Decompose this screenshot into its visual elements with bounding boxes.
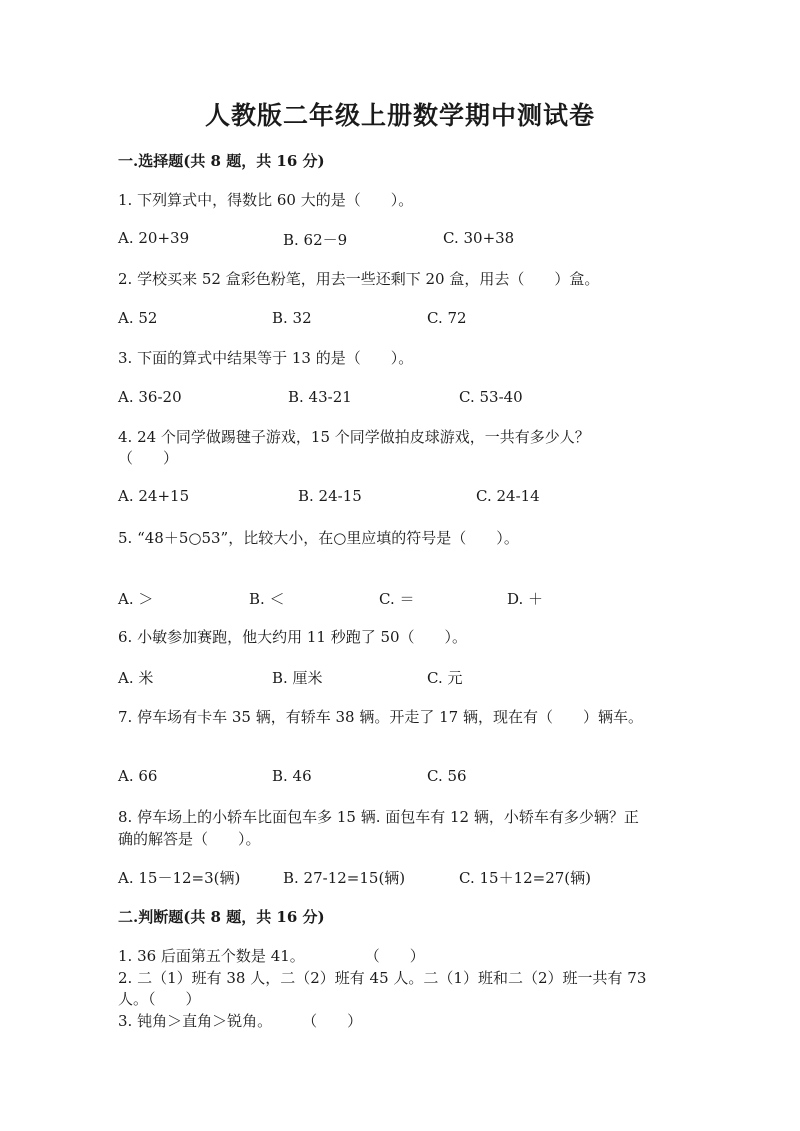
question-2-option-c: C. 72 xyxy=(427,309,467,327)
question-1-option-a: A. 20+39 xyxy=(118,229,190,247)
question-3-option-c: C. 53-40 xyxy=(459,388,523,406)
question-5-option-c: C. ＝ xyxy=(379,590,415,608)
question-5-stem: 5. “48＋5○53”，比较大小，在○里应填的符号是（ ）。 xyxy=(118,529,519,547)
question-4-stem: 4. 24 个同学做踢毽子游戏，15 个同学做拍皮球游戏，一共有多少人？ xyxy=(118,428,590,446)
question-1-stem: 1. 下列算式中，得数比 60 大的是（ ）。 xyxy=(118,191,414,209)
question-4-option-b: B. 24-15 xyxy=(298,487,362,505)
judgement-2: 2. 二（1）班有 38 人，二（2）班有 45 人。二（1）班和二（2）班一共有 73 xyxy=(118,969,647,987)
question-7-stem: 7. 停车场有卡车 35 辆，有轿车 38 辆。开走了 17 辆，现在有（ ）辆车。 xyxy=(118,708,643,726)
question-1-option-c: C. 30+38 xyxy=(443,229,515,247)
question-6-option-c: C. 元 xyxy=(427,669,463,687)
judgement-3: 3. 钝角＞直角＞锐角。 （ ） xyxy=(118,1012,363,1030)
question-2-option-a: A. 52 xyxy=(118,309,158,327)
question-5-option-b: B. ＜ xyxy=(249,590,285,608)
question-8-stem: 8. 停车场上的小轿车比面包车多 15 辆. 面包车有 12 辆，小轿车有多少辆？正 xyxy=(118,808,639,826)
question-4-stem-continued: （ ） xyxy=(118,449,179,467)
question-7-option-a: A. 66 xyxy=(118,767,158,785)
question-7-option-c: C. 56 xyxy=(427,767,467,785)
question-7-option-b: B. 46 xyxy=(272,767,312,785)
question-3-stem: 3. 下面的算式中结果等于 13 的是（ ）。 xyxy=(118,349,414,367)
question-8-option-b: B. 27-12=15(辆) xyxy=(283,869,406,887)
section-heading-choice: 一.选择题(共 8 题，共 16 分) xyxy=(118,152,325,170)
question-8-stem-continued: 确的解答是（ ）。 xyxy=(118,830,261,848)
question-5-option-a: A. ＞ xyxy=(118,590,154,608)
question-1-option-b: B. 62－9 xyxy=(283,231,348,249)
question-2-option-b: B. 32 xyxy=(272,309,312,327)
question-4-option-a: A. 24+15 xyxy=(118,487,190,505)
judgement-2-continued: 人。（ ） xyxy=(118,990,201,1008)
question-3-option-a: A. 36-20 xyxy=(118,388,182,406)
question-6-option-a: A. 米 xyxy=(118,669,154,687)
question-5-option-d: D. ＋ xyxy=(507,590,544,608)
page-title: 人教版二年级上册数学期中测试卷 xyxy=(204,101,595,130)
judgement-1: 1. 36 后面第五个数是 41。 （ ） xyxy=(118,947,425,965)
question-8-option-c: C. 15＋12=27(辆) xyxy=(459,869,592,887)
question-6-option-b: B. 厘米 xyxy=(272,669,323,687)
question-8-option-a: A. 15－12=3(辆) xyxy=(118,869,241,887)
question-4-option-c: C. 24-14 xyxy=(476,487,540,505)
question-3-option-b: B. 43-21 xyxy=(288,388,352,406)
question-2-stem: 2. 学校买来 52 盒彩色粉笔，用去一些还剩下 20 盒，用去（ ）盒。 xyxy=(118,270,600,288)
question-6-stem: 6. 小敏参加赛跑，他大约用 11 秒跑了 50（ ）。 xyxy=(118,628,468,646)
section-heading-judgement: 二.判断题(共 8 题，共 16 分) xyxy=(118,908,325,926)
